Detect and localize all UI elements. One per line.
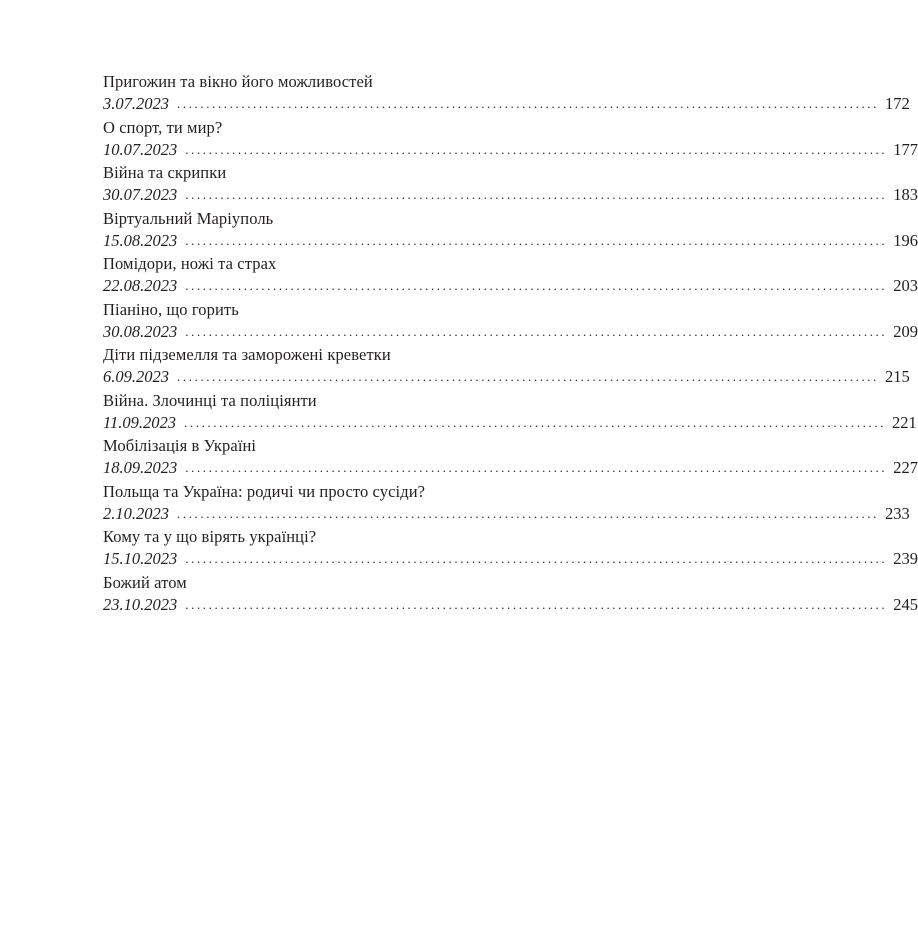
toc-entry-date: 2.10.2023 xyxy=(103,503,169,523)
dot-leader: ........................................................................................................................ xyxy=(185,278,888,293)
toc-entry-date: 22.08.2023 xyxy=(103,276,178,295)
toc-entry-title: Війна. Злочинці та поліціянти xyxy=(103,390,317,410)
dot-leader: ........................................................................................................................ xyxy=(177,369,879,384)
toc-entry[interactable] xyxy=(103,436,918,482)
toc-entry-line xyxy=(103,230,918,254)
dot-leader: ........................................................................................................................ xyxy=(185,596,888,612)
toc-entry[interactable] xyxy=(103,254,918,300)
table-of-contents xyxy=(103,72,918,618)
toc-entry-page-number: 183 xyxy=(893,185,918,204)
toc-entry-date: 11.09.2023 xyxy=(103,412,177,432)
toc-entry-title: Віртуальний Маріуполь xyxy=(103,208,274,228)
toc-entry-page-number: 227 xyxy=(893,458,918,477)
toc-entry-line xyxy=(103,549,918,572)
toc-entry-line xyxy=(103,321,918,345)
toc-entry-line xyxy=(103,185,918,208)
toc-entry-title: Кому та у що вірять українці? xyxy=(103,527,317,546)
dot-leader: ........................................................................................................................ xyxy=(185,323,888,339)
toc-entry-title: Пригожин та вікно його можливостей xyxy=(103,72,373,91)
toc-entry[interactable] xyxy=(103,572,918,619)
toc-entry-date: 15.10.2023 xyxy=(103,549,178,568)
toc-entry-line xyxy=(103,594,918,618)
toc-entry-page-number: 209 xyxy=(893,321,918,341)
toc-entry[interactable] xyxy=(103,345,910,391)
dot-leader: ........................................................................................................................ xyxy=(177,96,879,111)
toc-entry[interactable] xyxy=(103,481,910,528)
toc-entry-date: 23.10.2023 xyxy=(103,594,178,614)
toc-entry-title: Діти підземелля та заморожені креветки xyxy=(103,345,391,364)
toc-entry-page-number: 245 xyxy=(893,594,918,614)
toc-entry-page-number: 196 xyxy=(893,230,918,250)
toc-entry-line xyxy=(103,367,910,390)
toc-entry-line xyxy=(103,276,918,299)
toc-entry-line xyxy=(103,94,910,117)
toc-entry-page-number: 233 xyxy=(885,503,910,523)
dot-leader: ........................................................................................................................ xyxy=(185,187,888,202)
toc-entry-date: 15.08.2023 xyxy=(103,230,178,250)
toc-entry[interactable] xyxy=(103,72,910,118)
toc-entry-line xyxy=(103,412,917,436)
toc-entry-date: 18.09.2023 xyxy=(103,458,178,477)
toc-entry-page-number: 172 xyxy=(885,94,910,113)
toc-entry-line xyxy=(103,139,918,163)
toc-entry-title: Мобілізація в Україні xyxy=(103,436,257,455)
toc-entry-title: О спорт, ти мир? xyxy=(103,117,223,137)
toc-entry-date: 30.07.2023 xyxy=(103,185,178,204)
toc-entry-title: Піаніно, що горить xyxy=(103,299,239,319)
toc-entry-title: Помідори, ножі та страх xyxy=(103,254,277,273)
dot-leader: ........................................................................................................................ xyxy=(185,551,888,566)
toc-entry-page-number: 221 xyxy=(892,412,917,432)
toc-entry[interactable] xyxy=(103,208,918,255)
dot-leader: ........................................................................................................................ xyxy=(184,414,887,430)
dot-leader: ........................................................................................................................ xyxy=(185,232,888,248)
toc-entry[interactable] xyxy=(103,299,918,346)
toc-entry[interactable] xyxy=(103,527,918,573)
dot-leader: ........................................................................................................................ xyxy=(177,505,879,521)
dot-leader: ........................................................................................................................ xyxy=(185,460,888,475)
toc-entry-line xyxy=(103,458,918,481)
toc-entry[interactable] xyxy=(103,390,917,437)
toc-entry-date: 10.07.2023 xyxy=(103,139,178,159)
toc-entry[interactable] xyxy=(103,163,918,209)
toc-entry-date: 6.09.2023 xyxy=(103,367,169,386)
toc-entry-line xyxy=(103,503,910,527)
toc-entry-page-number: 239 xyxy=(893,549,918,568)
toc-entry-title: Польща та Україна: родичі чи просто сусіди? xyxy=(103,481,426,501)
toc-entry[interactable] xyxy=(103,117,918,164)
toc-entry-page-number: 215 xyxy=(885,367,910,386)
toc-entry-date: 30.08.2023 xyxy=(103,321,178,341)
dot-leader: ........................................................................................................................ xyxy=(185,141,888,157)
toc-entry-date: 3.07.2023 xyxy=(103,94,169,113)
toc-entry-page-number: 177 xyxy=(893,139,918,159)
toc-entry-title: Божий атом xyxy=(103,572,187,592)
toc-entry-title: Війна та скрипки xyxy=(103,163,227,182)
toc-entry-page-number: 203 xyxy=(893,276,918,295)
